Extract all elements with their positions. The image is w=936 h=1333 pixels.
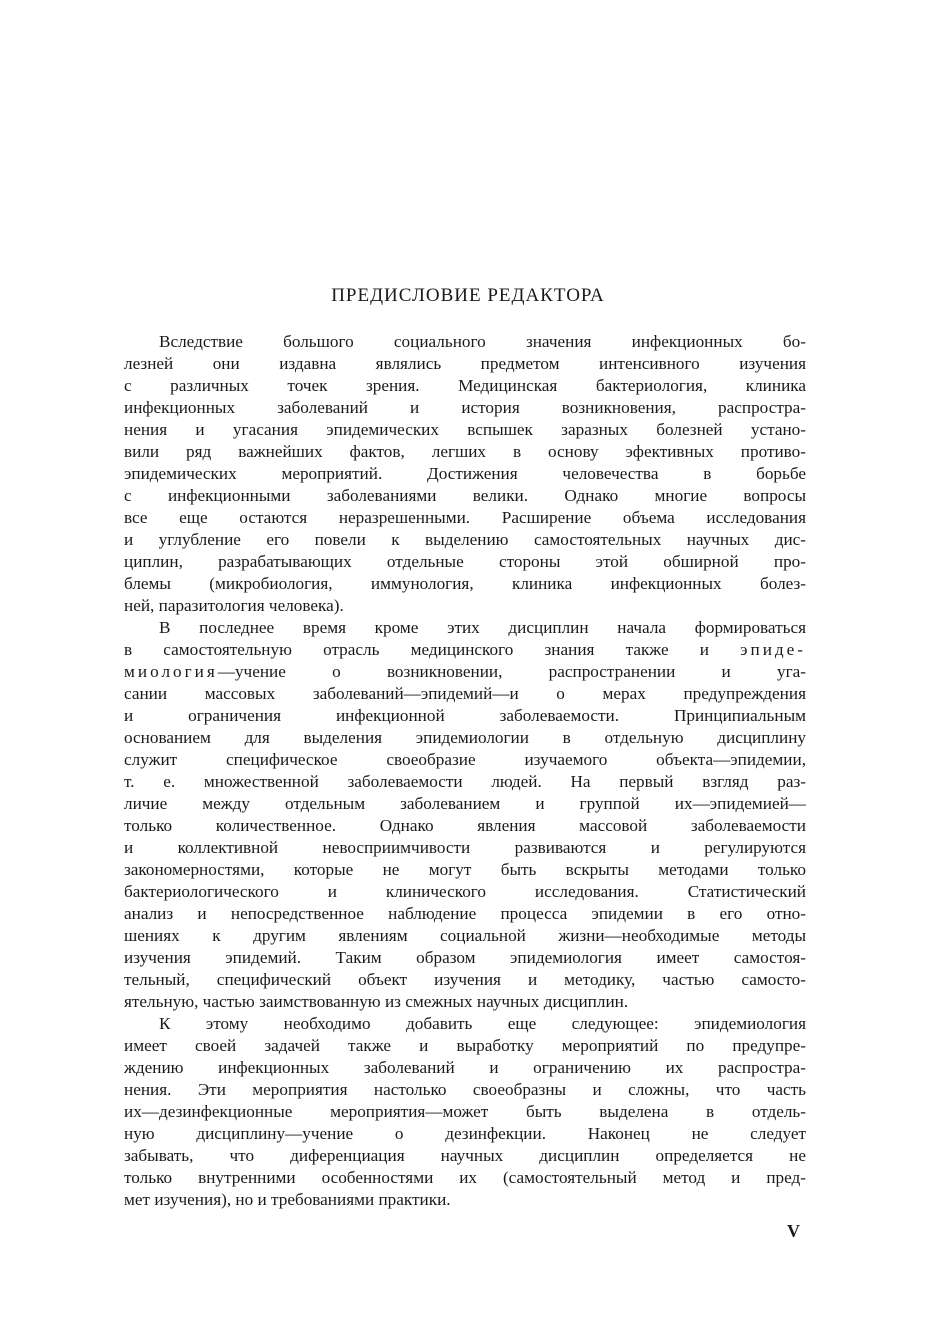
text-line: шениях к другим явлениям социальной жизни—необходимые методы	[124, 926, 806, 945]
text-line: К этому необходимо добавить еще следующее: эпидемиология	[159, 1014, 806, 1033]
text-line: вили ряд важнейших фактов, легших в основу эфективных противо-	[124, 442, 806, 461]
text-line: лезней они издавна являлись предметом интенсивного изучения	[124, 354, 806, 373]
text-line: нения. Эти мероприятия настолько своеобразны и сложны, что часть	[124, 1080, 806, 1099]
spaced-term: эпиде-	[740, 640, 806, 659]
text-line: закономерностями, которые не могут быть вскрыты методами только	[124, 860, 806, 879]
text-line: с различных точек зрения. Медицинская бактериология, клиника	[124, 376, 806, 395]
text-line: и ограничения инфекционной заболеваемости. Принципиальным	[124, 706, 806, 725]
text-line: забывать, что диференциация научных дисциплин определяется не	[124, 1146, 806, 1165]
text-line: ждению инфекционных заболеваний и ограничению их распростра-	[124, 1058, 806, 1077]
text-line: Вследствие большого социального значения инфекционных бо-	[159, 332, 806, 351]
text-line: блемы (микробиология, иммунология, клиника инфекционных болез-	[124, 574, 806, 593]
text-line: и углубление его повели к выделению самостоятельных научных дис-	[124, 530, 806, 549]
text-line-part: в самостоятельную отрасль медицинского знания также и	[124, 640, 709, 659]
page-title: ПРЕДИСЛОВИЕ РЕДАКТОРА	[331, 285, 605, 306]
text-line: основанием для выделения эпидемиологии в отдельную дисциплину	[124, 728, 806, 747]
text-line: с инфекционными заболеваниями велики. Однако многие вопросы	[124, 486, 806, 505]
text-line: служит специфическое своеобразие изучаемого объекта—эпидемии,	[124, 750, 806, 769]
text-line: ней, паразитология человека).	[124, 596, 344, 615]
text-line-part: —учение о возникновении, распространении и уга-	[217, 662, 806, 681]
text-line: имеет своей задачей также и выработку мероприятий по предупре-	[124, 1036, 806, 1055]
text-line	[124, 661, 806, 683]
text-line: все еще остаются неразрешенными. Расширение объема исследования	[124, 508, 806, 527]
text-line: инфекционных заболеваний и история возникновения, распростра-	[124, 398, 806, 417]
text-line: мет изучения), но и требованиями практики.	[124, 1190, 451, 1209]
text-line: тельный, специфический объект изучения и методику, частью самосто-	[124, 970, 806, 989]
text-line: и коллективной невосприимчивости развиваются и регулируются	[124, 838, 806, 857]
text-line: циплин, разрабатывающих отдельные стороны этой обширной про-	[124, 552, 806, 571]
text-line: бактериологического и клинического исследования. Статистический	[124, 882, 806, 901]
text-line: ятельную, частью заимствованную из смежных научных дисциплин.	[124, 992, 629, 1011]
text-line: В последнее время кроме этих дисциплин начала формироваться	[159, 618, 806, 637]
text-line: изучения эпидемий. Таким образом эпидемиология имеет самостоя-	[124, 948, 806, 967]
text-line: нения и угасания эпидемических вспышек заразных болезней устано-	[124, 420, 806, 439]
text-line	[124, 639, 806, 661]
text-line: анализ и непосредственное наблюдение процесса эпидемии в его отно-	[124, 904, 806, 923]
page-number: V	[787, 1221, 800, 1241]
text-line: эпидемических мероприятий. Достижения человечества в борьбе	[124, 464, 806, 483]
spaced-term: миология	[124, 662, 218, 681]
text-line: т. е. множественной заболеваемости людей. На первый взгляд раз-	[124, 772, 806, 791]
text-line: только внутренними особенностями их (самостоятельный метод и пред-	[124, 1168, 806, 1187]
text-line: их—дезинфекционные мероприятия—может быть выделена в отдель-	[124, 1102, 806, 1121]
text-line: только количественное. Однако явления массовой заболеваемости	[124, 816, 806, 835]
text-line: личие между отдельным заболеванием и группой их—эпидемией—	[124, 794, 806, 813]
text-line: ную дисциплину—учение о дезинфекции. Наконец не следует	[124, 1124, 806, 1143]
text-line: сании массовых заболеваний—эпидемий—и о мерах предупреждения	[124, 684, 806, 703]
